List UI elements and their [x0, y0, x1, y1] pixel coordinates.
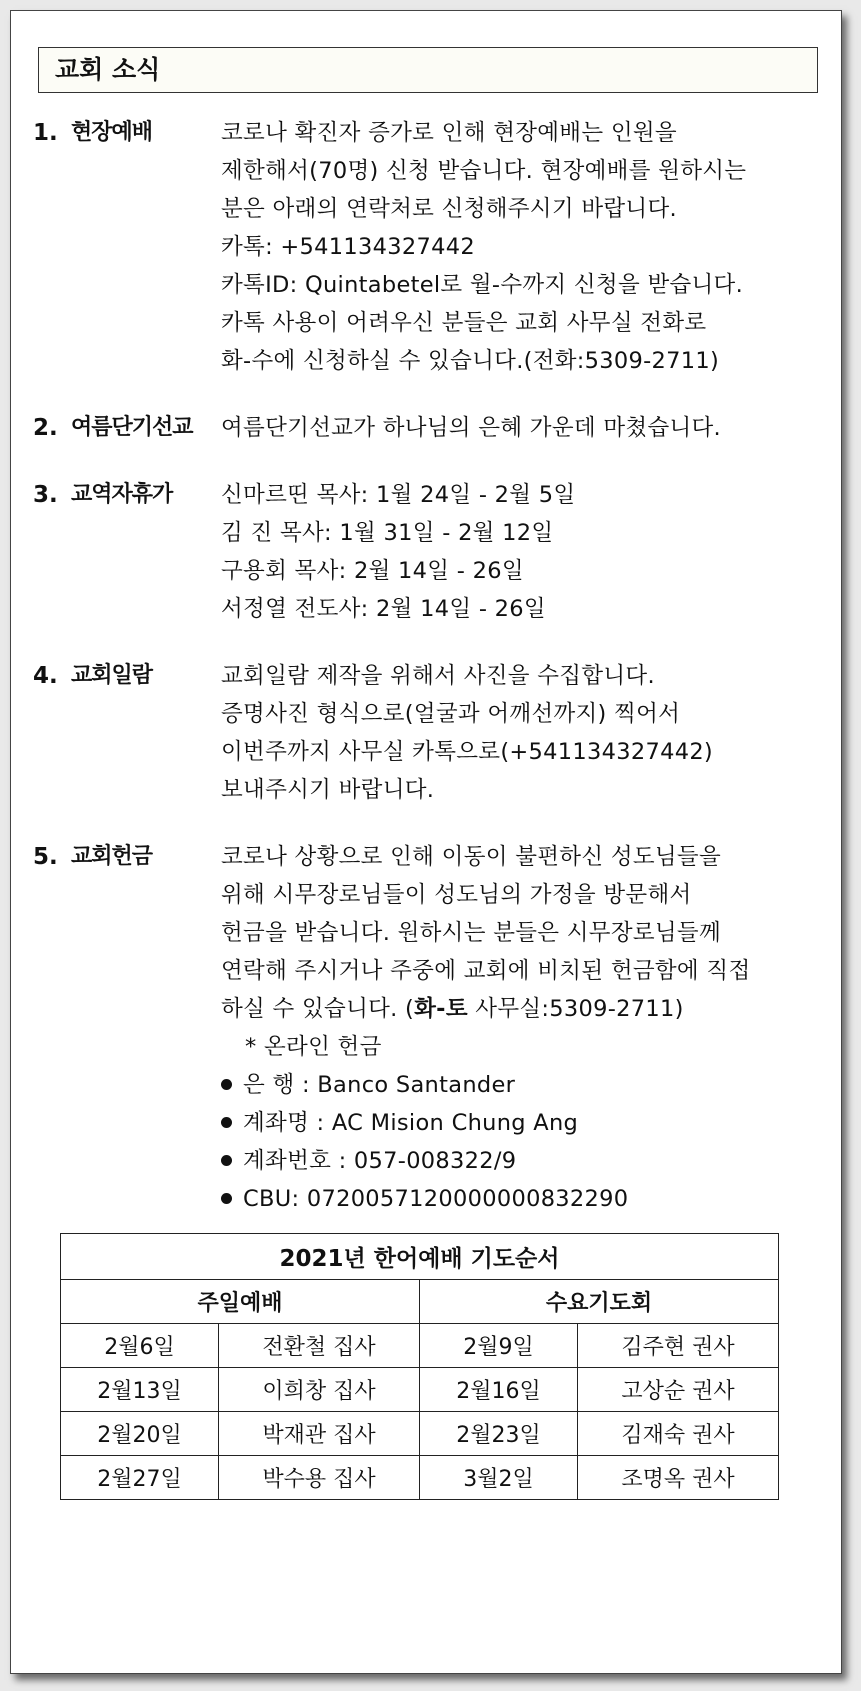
news-item-pastor-vacation	[33, 476, 833, 628]
sunday-leader: 박재관 집사	[218, 1412, 419, 1456]
body-line: 보내주시기 바랍니다.	[221, 777, 435, 803]
body-line: 서정열 전도사: 2월 14일 - 26일	[221, 596, 546, 622]
table-row	[61, 1456, 779, 1500]
body-line: 위해 시무장로님들이 성도님의 가정을 방문해서	[221, 882, 692, 908]
body-line: 카톡 사용이 어려우신 분들은 교회 사무실 전화로	[221, 310, 707, 336]
item-body	[221, 409, 821, 447]
wednesday-date: 2월23일	[419, 1412, 577, 1456]
item-number: 5.	[33, 844, 58, 870]
item-title: 교역자휴가	[71, 482, 173, 507]
sunday-leader: 박수용 집사	[218, 1456, 419, 1500]
item-body	[221, 657, 821, 809]
item-title: 교회일람	[71, 663, 153, 688]
body-line: 이번주까지 사무실 카톡으로(+541134327442)	[221, 739, 714, 765]
wednesday-date: 2월9일	[419, 1324, 577, 1368]
account-name-line	[221, 1104, 821, 1142]
body-line: 김 진 목사: 1월 31일 - 2월 12일	[221, 520, 554, 546]
wednesday-prayer-header: 수요기도회	[419, 1280, 778, 1324]
body-line: 카톡: +541134327442	[221, 234, 475, 260]
sunday-date: 2월13일	[61, 1368, 219, 1412]
bullet-icon	[221, 1193, 232, 1204]
online-offering-label: * 온라인 헌금	[245, 1034, 382, 1060]
sunday-worship-header: 주일예배	[61, 1280, 420, 1324]
sunday-leader: 이희창 집사	[218, 1368, 419, 1412]
bullet-icon	[221, 1079, 232, 1090]
line-prefix: 하실 수 있습니다. (	[221, 996, 415, 1022]
body-line: 신마르띤 목사: 1월 24일 - 2월 5일	[221, 482, 576, 508]
item-number: 1.	[33, 120, 58, 146]
bullet-icon	[221, 1117, 232, 1128]
cbu-number: CBU: 0720057120000000832290	[243, 1186, 629, 1212]
body-line: 카톡ID: Quintabetel로 월-수까지 신청을 받습니다.	[221, 272, 744, 298]
body-line: 증명사진 형식으로(얼굴과 어깨선까지) 찍어서	[221, 701, 681, 727]
body-line: 구용회 목사: 2월 14일 - 26일	[221, 558, 524, 584]
table-row	[61, 1368, 779, 1412]
sunday-date: 2월27일	[61, 1456, 219, 1500]
item-number: 3.	[33, 482, 58, 508]
wednesday-leader: 조명옥 권사	[577, 1456, 778, 1500]
sunday-date: 2월20일	[61, 1412, 219, 1456]
church-news-header: 교회 소식	[38, 47, 818, 93]
wednesday-date: 3월2일	[419, 1456, 577, 1500]
prayer-schedule-table	[60, 1233, 779, 1500]
body-line: 제한해서(70명) 신청 받습니다. 현장예배를 원하시는	[221, 158, 747, 184]
body-line	[221, 990, 821, 1028]
body-line: 코로나 상황으로 인해 이동이 불편하신 성도님들을	[221, 844, 721, 870]
item-title: 교회헌금	[71, 844, 153, 869]
wednesday-leader: 고상순 권사	[577, 1368, 778, 1412]
cbu-line	[221, 1180, 821, 1218]
news-item-church-directory	[33, 657, 833, 809]
bank-name: 은 행 : Banco Santander	[243, 1072, 516, 1098]
item-title: 현장예배	[71, 120, 153, 145]
body-line: 코로나 확진자 증가로 인해 현장예배는 인원을	[221, 120, 677, 146]
account-number-line	[221, 1142, 821, 1180]
body-line: 여름단기선교가 하나님의 은혜 가운데 마쳤습니다.	[221, 415, 721, 441]
account-name: 계좌명 : AC Mision Chung Ang	[243, 1110, 579, 1136]
item-number: 4.	[33, 663, 58, 689]
office-days: 화-토	[414, 996, 468, 1022]
item-body	[221, 476, 821, 628]
account-number: 계좌번호 : 057-008322/9	[243, 1148, 517, 1174]
body-line: 화-수에 신청하실 수 있습니다.(전화:5309-2711)	[221, 348, 720, 374]
wednesday-date: 2월16일	[419, 1368, 577, 1412]
schedule-title: 2021년 한어예배 기도순서	[61, 1234, 779, 1280]
item-body	[221, 838, 821, 1218]
news-item-summer-mission	[33, 409, 833, 447]
body-line: 연락해 주시거나 주중에 교회에 비치된 헌금함에 직접	[221, 958, 751, 984]
news-item-in-person-worship	[33, 114, 833, 380]
body-line: 헌금을 받습니다. 원하시는 분들은 시무장로님들께	[221, 920, 721, 946]
bulletin-page	[10, 10, 842, 1674]
news-list	[33, 114, 833, 1247]
wednesday-leader: 김주현 권사	[577, 1324, 778, 1368]
table-row	[61, 1324, 779, 1368]
item-body	[221, 114, 821, 380]
bullet-icon	[221, 1155, 232, 1166]
wednesday-leader: 김재숙 권사	[577, 1412, 778, 1456]
item-number: 2.	[33, 415, 58, 441]
item-title: 여름단기선교	[71, 415, 193, 440]
table-row	[61, 1412, 779, 1456]
bank-line	[221, 1066, 821, 1104]
sunday-leader: 전환철 집사	[218, 1324, 419, 1368]
body-line: 교회일람 제작을 위해서 사진을 수집합니다.	[221, 663, 655, 689]
sunday-date: 2월6일	[61, 1324, 219, 1368]
body-line: 분은 아래의 연락처로 신청해주시기 바랍니다.	[221, 196, 677, 222]
news-item-church-offering	[33, 838, 833, 1218]
line-suffix: 사무실:5309-2711)	[467, 996, 684, 1022]
